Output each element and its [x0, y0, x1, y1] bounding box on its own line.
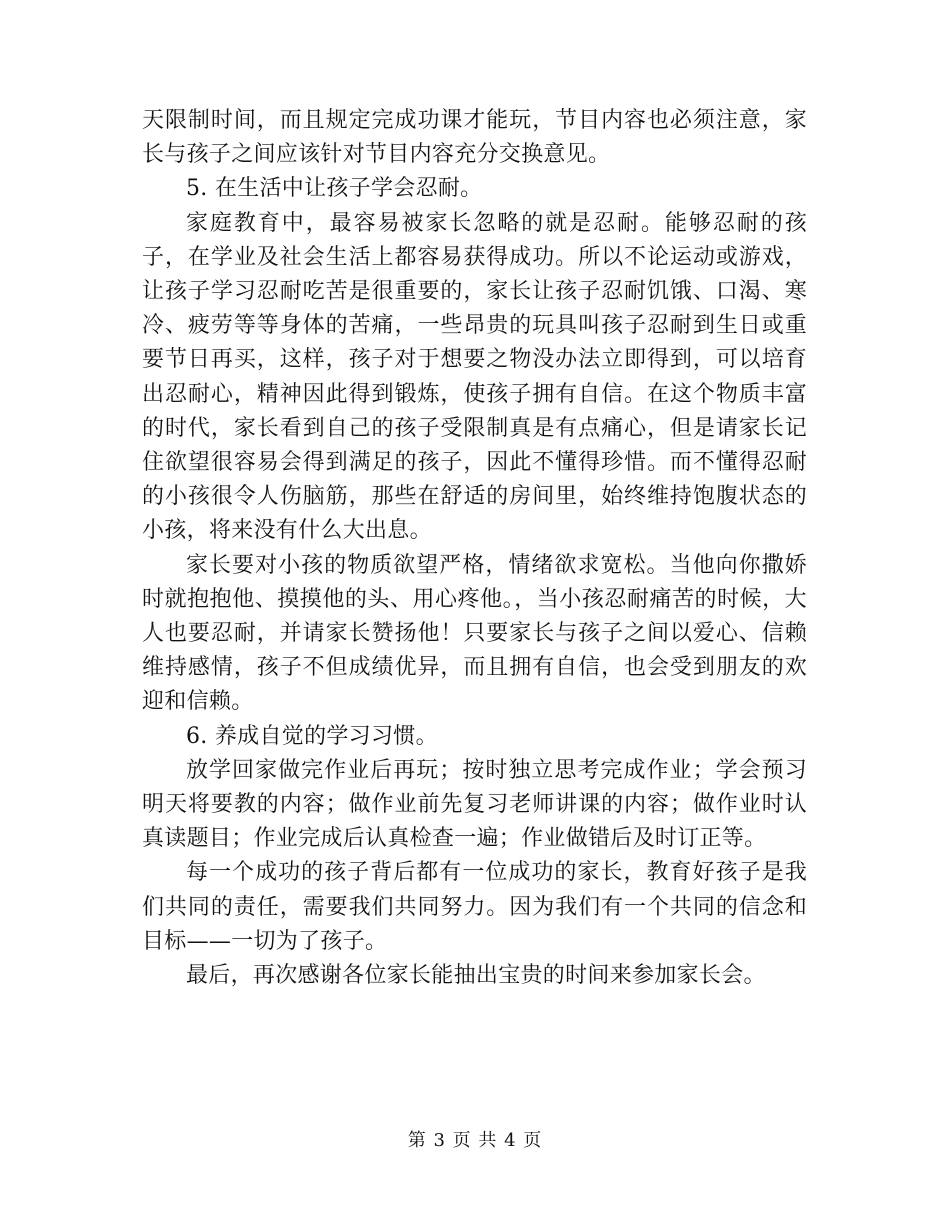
- section-heading-5: 5. 在生活中让孩子学会忍耐。: [186, 176, 483, 202]
- section-heading-6: 6. 养成自觉的学习习惯。: [186, 723, 438, 749]
- page-footer: [0, 1126, 950, 1152]
- paragraph-shared-responsibility: 每一个成功的孩子背后都有一位成功的家长，教育好孩子是我们共同的责任，需要我们共同努力。因为我们有一个共同的信念和目标——一切为了孩子。: [142, 860, 807, 954]
- document-body: [142, 104, 807, 993]
- paragraph-study-habits: 放学回家做完作业后再玩；按时独立思考完成作业；学会预习明天将要教的内容；做作业前先复习老师讲课的内容；做作业时认真读题目；作业完成后认真检查一遍；作业做错后及时订正等。: [142, 757, 807, 852]
- paragraph-continuation: 天限制时间，而且规定完成功课才能玩，节目内容也必须注意，家长与孩子之间应该针对节目内容充分交换意见。: [142, 108, 807, 168]
- paragraph-parent-attitude: 家长要对小孩的物质欲望严格，情绪欲求宽松。当他向你撒娇时就抱抱他、摸摸他的头、用心疼他。，当小孩忍耐痛苦的时候，大人也要忍耐，并请家长赞扬他！只要家长与孩子之间以爱心、信赖维持感情，孩子不但成绩优异，而且拥有自信，也会受到朋友的欢迎和信赖。: [142, 552, 807, 715]
- page-number: 第 3 页 共 4 页: [407, 1130, 543, 1151]
- paragraph-patience: 家庭教育中，最容易被家长忽略的就是忍耐。能够忍耐的孩子，在学业及社会生活上都容易获得成功。所以不论运动或游戏，让孩子学习忍耐吃苦是很重要的，家长让孩子忍耐饥饿、口渴、寒冷、疲劳等等身体的苦痛，一些昂贵的玩具叫孩子忍耐到生日或重要节日再买，这样，孩子对于想要之物没办法立即得到，可以培育出忍耐心，精神因此得到锻炼，使孩子拥有自信。在这个物质丰富的时代，家长看到自己的孩子受限制真是有点痛心，但是请家长记住欲望很容易会得到满足的孩子，因此不懂得珍惜。而不懂得忍耐的小孩很令人伤脑筋，那些在舒适的房间里，始终维持饱腹状态的小孩，将来没有什么大出息。: [142, 210, 807, 544]
- paragraph-closing-thanks: 最后，再次感谢各位家长能抽出宝贵的时间来参加家长会。: [186, 963, 766, 989]
